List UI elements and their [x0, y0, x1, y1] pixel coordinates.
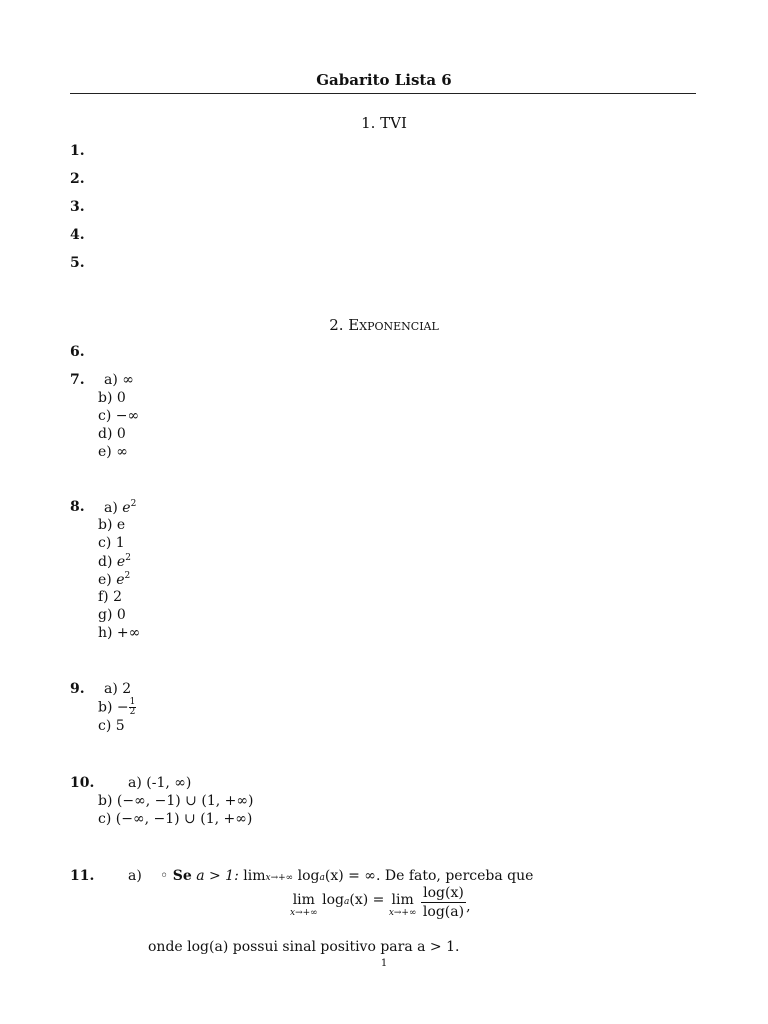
item-number-11: 11.: [70, 868, 95, 884]
equation-text: (x) =: [349, 892, 385, 908]
q7-answer-a: a) ∞: [104, 372, 134, 388]
fraction-numerator: log(x): [421, 884, 466, 903]
fraction-denominator: 2: [129, 707, 136, 717]
item-number-10: 10.: [70, 775, 95, 791]
answer-label: d): [98, 554, 113, 570]
q7-answer-b: b) 0: [98, 390, 126, 406]
item-number-7: 7.: [70, 372, 85, 388]
q8-answer-f: f) 2: [98, 589, 123, 605]
document-title: Gabarito Lista 6: [316, 71, 452, 89]
lim-subscript: x→+∞: [290, 908, 318, 918]
q11-display-equation: [290, 885, 471, 921]
q8-answer-b: b) e: [98, 517, 126, 533]
item-number-3: 3.: [70, 199, 85, 215]
log-operator: log: [322, 892, 344, 908]
math-base: e: [122, 500, 131, 516]
emphasis-text: Se: [172, 868, 192, 884]
q8-answer-g: g) 0: [98, 607, 126, 623]
lim-block: [389, 892, 417, 918]
math-base: e: [116, 572, 125, 588]
equation-punctuation: ,: [466, 898, 471, 915]
q8-answer-d: [98, 553, 131, 570]
fraction: [129, 698, 137, 717]
q7-answer-e: e) ∞: [98, 444, 128, 460]
item-number-8: 8.: [70, 499, 85, 515]
log-operator: log: [297, 868, 320, 884]
lim-operator: lim: [243, 868, 266, 884]
q7-answer-c: c) −∞: [98, 408, 140, 424]
math-exponent: 2: [124, 571, 131, 581]
fraction-numerator: 1: [129, 697, 136, 707]
q9-answer-a: a) 2: [104, 681, 132, 697]
lim-subscript: x→+∞: [265, 873, 294, 883]
log-base: a: [319, 873, 325, 883]
fraction-denominator: log(a): [422, 904, 465, 920]
q8-answer-e: [98, 571, 130, 588]
section-title-exponencial: [0, 316, 768, 334]
title-rule: [70, 93, 696, 94]
section-number: 1.: [361, 114, 376, 132]
bullet-icon: ◦: [160, 868, 169, 884]
answer-label: b) −: [98, 699, 129, 716]
item-number-4: 4.: [70, 227, 85, 243]
q10-answer-a: a) (-1, ∞): [128, 775, 192, 791]
section-title-tvi: [0, 114, 768, 132]
log-base: a: [343, 897, 350, 907]
q9-answer-b: [98, 698, 136, 717]
q11-first-line: [160, 868, 533, 884]
math-exponent: 2: [125, 553, 131, 563]
page-number: 1: [380, 958, 388, 969]
math-base: e: [116, 554, 126, 570]
lim-subscript: x→+∞: [388, 908, 417, 918]
math-exponent: 2: [130, 499, 137, 509]
q11-answer-a-label: a): [128, 868, 142, 884]
section-name: TVI: [380, 114, 407, 132]
q11-note: onde log(a) possui sinal positivo para a > 1.: [148, 939, 460, 955]
section-name: Exponencial: [348, 316, 439, 334]
q10-answer-c: c) (−∞, −1) ∪ (1, +∞): [98, 811, 253, 827]
q8-answer-h: h) +∞: [98, 625, 141, 641]
item-number-6: 6.: [70, 344, 85, 360]
q8-answer-c: c) 1: [98, 535, 125, 551]
item-number-1: 1.: [70, 143, 85, 159]
answer-label: e): [98, 572, 112, 588]
sentence-text: (x) = ∞. De fato, perceba que: [324, 868, 534, 884]
lim-block: [290, 892, 318, 918]
fraction: [421, 884, 466, 921]
answer-label: a): [104, 500, 118, 516]
item-number-9: 9.: [70, 681, 85, 697]
q8-answer-a: [104, 499, 136, 516]
q7-answer-d: d) 0: [98, 426, 126, 442]
q9-answer-c: c) 5: [98, 718, 125, 734]
section-number: 2.: [329, 316, 344, 334]
lim-operator: lim: [391, 892, 414, 908]
item-number-2: 2.: [70, 171, 85, 187]
item-number-5: 5.: [70, 255, 85, 271]
lim-operator: lim: [292, 892, 315, 908]
q10-answer-b: b) (−∞, −1) ∪ (1, +∞): [98, 793, 254, 809]
condition-text: a > 1:: [196, 868, 239, 884]
